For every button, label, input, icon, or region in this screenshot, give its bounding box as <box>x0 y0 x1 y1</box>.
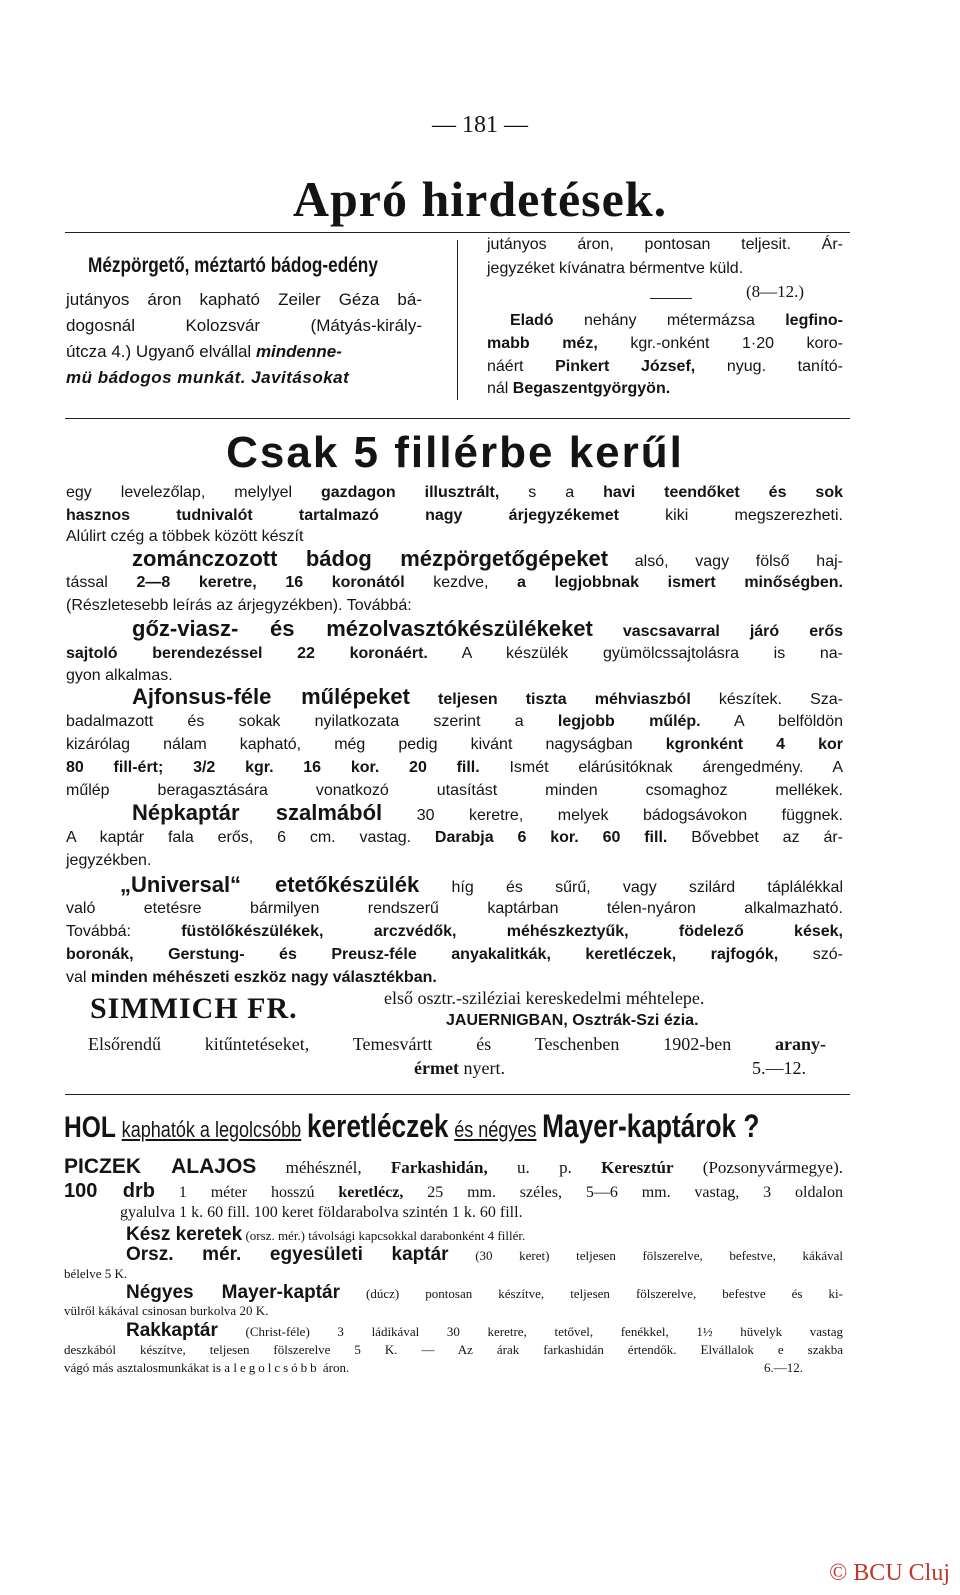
headline-part: és négyes <box>454 1117 537 1142</box>
ad-line <box>510 312 843 330</box>
ad-line <box>126 1282 843 1304</box>
ad-line <box>66 759 843 777</box>
ad-text: kezdve, <box>404 574 518 591</box>
ad-text: (dúcz) pontosan készítve, teljesen fölszerelve, befestve és ki- <box>339 1286 843 1301</box>
ad-emphasis: füstölőkészülékek, arczvédők, méhészkeztyűk, födelező kések, <box>181 923 843 940</box>
ad-line <box>66 645 843 663</box>
ad-text: nyert. <box>458 1058 505 1078</box>
ad-code: 6.—12. <box>764 1360 803 1375</box>
ad-emphasis: kgronként 4 kor <box>665 736 843 753</box>
title-divider <box>65 232 850 233</box>
ad-text: A belföldön <box>700 713 843 730</box>
ad-emphasis: legfino- <box>785 312 843 329</box>
ad-line <box>487 358 843 376</box>
watermark: © BCU Cluj <box>829 1560 950 1586</box>
ad-line <box>66 923 843 941</box>
ad-emphasis: Kész keretek <box>126 1224 243 1245</box>
ad-line: gyon alkalmas. <box>66 667 173 684</box>
ad-line <box>132 684 843 710</box>
ad-line <box>132 800 843 826</box>
ad-text: tással <box>66 574 137 591</box>
ad-line <box>487 335 843 353</box>
ad-emphasis: 2—8 keretre, 16 koronától <box>136 574 405 591</box>
ad-headline <box>64 1108 759 1145</box>
ad-headline: Csak 5 fillérbe kerűl <box>226 428 684 477</box>
ad-line: bélelve 5 K. <box>64 1266 128 1281</box>
ad-emphasis: Farkashidán, <box>390 1158 488 1177</box>
ad-emphasis: PICZEK ALAJOS <box>64 1155 257 1178</box>
ad-text: útcza 4.) Ugyanő elvállal <box>66 342 256 361</box>
ad-text: 25 mm. széles, 5—6 mm. vastag, 3 oldalon <box>403 1184 843 1201</box>
ad-title: Mézpörgető, méztartó bádog-edény <box>88 254 378 277</box>
short-rule <box>650 298 692 299</box>
ad-line <box>66 946 843 964</box>
ad-line: műlép beragasztására vonatkozó utasítást minden csomaghoz mellékek. <box>66 782 843 799</box>
ad-text: nál <box>487 380 513 397</box>
advertiser-name: SIMMICH FR. <box>90 992 298 1025</box>
section-divider <box>65 1094 850 1095</box>
ad-line <box>126 1320 843 1342</box>
ad-line: jutányos áron, pontosan teljesit. Ár- <box>487 236 843 253</box>
ad-emphasis: sajtoló berendezéssel 22 koronáért. <box>66 645 428 662</box>
ad-line: gyalulva 1 k. 60 fill. 100 keret földarabolva szintén 1 k. 60 fill. <box>120 1204 523 1221</box>
ad-code: (8—12.) <box>746 282 805 301</box>
ad-text: (orsz. mér.) távolsági kapcsokkal darabonként 4 fillér. <box>242 1228 526 1243</box>
headline-part: Mayer-kaptárok ? <box>542 1108 760 1144</box>
ad-text: náért <box>487 358 556 375</box>
ad-code: 5.—12. <box>752 1058 806 1078</box>
section-divider <box>65 418 850 419</box>
ad-line: jutányos áron kapható Zeiler Géza bá- <box>66 290 422 309</box>
ad-text: val <box>66 969 91 986</box>
ad-emphasis: teljesen tiszta méhviaszból <box>409 691 691 708</box>
ad-emphasis: gőz-viasz- és mézolvasztókészülékeket <box>132 616 593 641</box>
ad-text: nyug. tanító- <box>695 358 843 375</box>
ad-line <box>66 969 437 987</box>
ad-line <box>126 1224 525 1246</box>
ad-emphasis: hasznos tudnivalót tartalmazó nagy árjegyzékemet <box>66 507 619 524</box>
ad-emphasis: 100 drb <box>64 1180 155 1202</box>
ad-line: jegyzékben. <box>66 852 152 869</box>
ad-emphasis: gazdagon illusztrált, <box>321 484 500 501</box>
ad-text: szó- <box>778 946 844 963</box>
ad-emphasis: Orsz. mér. egyesületi kaptár <box>126 1244 449 1265</box>
ad-line <box>126 1244 843 1266</box>
ad-text: A készülék gyümölcssajtolásra is na- <box>427 645 843 662</box>
ad-line <box>64 1155 843 1179</box>
ad-emphasis: mabb méz, <box>487 335 598 352</box>
ad-emphasis: Pinkert József, <box>555 358 696 375</box>
ad-text: 30 keretre, melyek bádogsávokon függnek. <box>382 807 844 824</box>
headline-part: keretléczek <box>306 1108 449 1144</box>
ad-emphasis: 80 fill-ért; 3/2 kgr. 16 kor. 20 fill. <box>66 759 480 776</box>
ad-line: dogosnál Kolozsvár (Mátyás-király- <box>66 316 422 335</box>
page-title: Apró hirdetések. <box>292 171 668 227</box>
ad-line <box>414 1058 505 1079</box>
ad-line <box>66 736 843 754</box>
headline-part: HOL <box>64 1111 116 1144</box>
ad-text: nehány métermázsa <box>553 312 786 329</box>
ad-text: alsó, vagy fölső haj- <box>608 553 843 570</box>
ad-line: jegyzéket kívánatra bérmentve küld. <box>487 260 744 277</box>
ad-text: (30 keret) teljesen fölszerelve, befestve, kákával <box>448 1248 843 1263</box>
ad-text: Bővebbet az ár- <box>667 829 843 846</box>
ad-line: (Részletesebb leírás az árjegyzékben). Továbbá: <box>66 597 412 614</box>
page-number: — 181 — <box>432 112 528 138</box>
ad-text: Ismét elárúsitóknak árengedmény. A <box>479 759 843 776</box>
ad-line <box>64 1360 349 1376</box>
ad-text: áron. <box>319 1360 350 1375</box>
ad-line: JAUERNIGBAN, Osztrák-Szi ézia. <box>446 1012 699 1029</box>
ad-line <box>66 342 342 362</box>
ad-emphasis: Eladó <box>510 312 554 329</box>
ad-text: u. p. <box>487 1158 602 1177</box>
ad-text: kiki megszerezheti. <box>618 507 843 524</box>
column-divider <box>457 240 458 400</box>
ad-line: mü bádogos munkát. Javitásokat <box>66 368 350 387</box>
ad-emphasis: érmet <box>414 1058 459 1078</box>
ad-emphasis: minden méhészeti eszköz nagy választékban. <box>90 969 437 986</box>
ad-emphasis: Ajfonsus-féle műlépeket <box>132 684 410 709</box>
ad-emphasis: zománczozott bádog mézpörgetőgépeket <box>132 546 609 571</box>
ad-text: s a <box>499 484 604 501</box>
ad-text: kizárólag nálam kapható, még pedig kivánt nagyságban <box>66 736 666 753</box>
ad-text: méhésznél, <box>256 1158 391 1177</box>
ad-emphasis: Begaszentgyörgyön. <box>512 380 671 397</box>
ad-line <box>66 574 843 592</box>
ad-line <box>66 829 843 847</box>
ad-emphasis: keretlécz, <box>338 1184 404 1201</box>
ad-line: vülről kákával csinosan burkolva 20 K. <box>64 1303 269 1318</box>
ad-text: badalmazott és sokak nyilatkozata szerint a <box>66 713 558 730</box>
ad-emphasis: legjobb műlép. <box>557 713 701 730</box>
ad-text: vágó más asztalosmunkákat is a <box>64 1360 234 1375</box>
ad-line <box>132 616 843 642</box>
ad-emphasis: boronák, Gerstung- és Preusz-féle anyakalitkák, keretléczek, rajfogók, <box>66 946 779 963</box>
ad-text: 1 méter hosszú <box>155 1184 339 1201</box>
headline-part: kaphatók a legolcsóbb <box>121 1117 302 1142</box>
ad-text: Elsőrendű kitűntetéseket, Temesvártt és Teschenben 1902-ben <box>88 1034 775 1054</box>
ad-text: híg és sűrű, vagy szilárd táplálékkal <box>419 879 843 896</box>
ad-line <box>66 507 843 525</box>
ad-line <box>120 872 843 898</box>
ad-line <box>64 1180 843 1203</box>
ad-line <box>66 484 843 502</box>
ad-line <box>66 713 843 731</box>
ad-emphasis: Népkaptár szalmából <box>132 800 383 825</box>
ad-emphasis: mindenne- <box>255 342 342 361</box>
ad-emphasis: a legjobbnak ismert minőségben. <box>517 574 843 591</box>
ad-text: (Pozsonyvármegye). <box>673 1158 844 1177</box>
ad-emphasis: havi teendőket és sok <box>603 484 844 501</box>
ad-emphasis: Keresztúr <box>601 1158 674 1177</box>
ad-emphasis: Rakkaptár <box>126 1320 218 1341</box>
ad-text: kgr.-onként 1·20 koro- <box>597 335 844 352</box>
ad-line <box>88 1034 826 1055</box>
ad-line: való etetésre bármilyen rendszerű kaptárban télen-nyáron alkalmazható. <box>66 900 843 917</box>
ad-emphasis: Négyes Mayer-kaptár <box>126 1282 340 1303</box>
ad-line: deszkából készítve, teljesen fölszerelve 5 K. — Az árak farkashidán értendők. Elvállalok e szakba <box>64 1342 843 1357</box>
ad-text: legolcsóbb <box>233 1360 320 1375</box>
ad-text: Továbbá: <box>66 923 182 940</box>
ad-emphasis: vascsavarral járó erős <box>592 623 844 640</box>
ad-line: Alúlirt czég a többek között készít <box>66 528 304 545</box>
ad-emphasis: „Universal“ etetőkészülék <box>120 872 420 897</box>
ad-text: (Christ-féle) 3 ládikával 30 keretre, tetővel, fenékkel, 1½ hüvelyk vastag <box>217 1324 843 1339</box>
ad-line <box>132 546 843 572</box>
ad-text: A kaptár fala erős, 6 cm. vastag. <box>66 829 435 846</box>
ad-text: egy levelezőlap, melylyel <box>66 484 321 501</box>
ad-emphasis: Darabja 6 kor. 60 fill. <box>434 829 668 846</box>
ad-line <box>487 380 670 398</box>
ad-emphasis: arany- <box>775 1034 826 1054</box>
ad-text: készítek. Sza- <box>690 691 843 708</box>
ad-line: első osztr.-sziléziai kereskedelmi méhtelepe. <box>384 988 705 1008</box>
